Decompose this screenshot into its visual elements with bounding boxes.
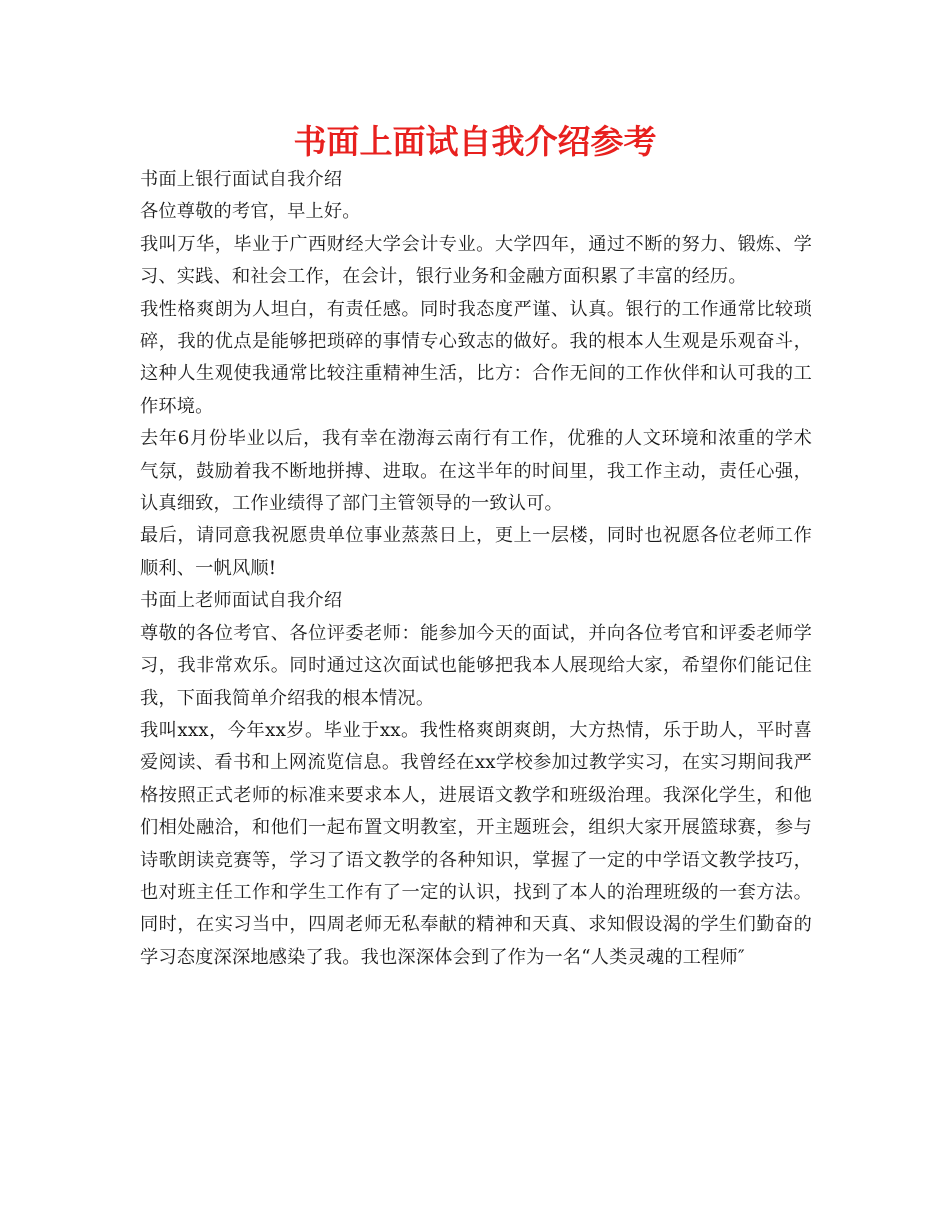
paragraph-education: 我叫万华，毕业于广西财经大学会计专业。大学四年，通过不断的努力、锻炼、学习、实践、和社会工作，在会计，银行业务和金融方面积累了丰富的经历。 [140, 233, 812, 288]
section-heading-teacher: 书面上老师面试自我介绍 [140, 590, 343, 612]
paragraph-closing: 最后，请同意我祝愿贵单位事业蒸蒸日上，更上一层楼，同时也祝愿各位老师工作顺利、一帆风顺! [140, 525, 812, 579]
page-title: 书面上面试自我介绍参考 [293, 122, 657, 161]
paragraph-personality: 我性格爽朗为人坦白，有责任感。同时我态度严谨、认真。银行的工作通常比较琐碎，我的优点是能够把琐碎的事情专心致志的做好。我的根本人生观是乐观奋斗，这种人生观使我通常比较注重精神生活，比方：合作无间的工作伙伴和认可我的工作环境。 [140, 298, 812, 417]
section-heading-bank: 书面上银行面试自我介绍 [140, 169, 343, 190]
document-body [140, 164, 812, 974]
paragraph-greeting: 各位尊敬的考官，早上好。 [140, 201, 361, 223]
paragraph-experience: 去年6月份毕业以后，我有幸在渤海云南行有工作，优雅的人文环境和浓重的学术气氛，鼓励着我不断地拼搏、进取。在这半年的时间里，我工作主动，责任心强，认真细致，工作业绩得了部门主管领导的一致认可。 [140, 428, 812, 515]
paragraph-teacher-background: 我叫xxx，今年xx岁。毕业于xx。我性格爽朗爽朗，大方热情，乐于助人，平时喜爱阅读、看书和上网流览信息。我曾经在xx学校参加过教学实习，在实习期间我严格按照正式老师的标准来要求本人，进展语文教学和班级治理。我深化学生，和他们相处融洽，和他们一起布置文明教室，开主题班会，组织大家开展篮球赛，参与诗歌朗读竞赛等，学习了语文教学的各种知识，掌握了一定的中学语文教学技巧，也对班主任工作和学生工作有了一定的认识，找到了本人的治理班级的一套方法。同时，在实习当中，四周老师无私奉献的精神和天真、求知假设渴的学生们勤奋的学习态度深深地感染了我。我也深深体会到了作为一名“人类灵魂的工程师″ [140, 719, 812, 968]
paragraph-teacher-intro: 尊敬的各位考官、各位评委老师：能参加今天的面试，并向各位考官和评委老师学习，我非常欢乐。同时通过这次面试也能够把我本人展现给大家，希望你们能记住我，下面我简单介绍我的根本情况。 [140, 622, 812, 709]
